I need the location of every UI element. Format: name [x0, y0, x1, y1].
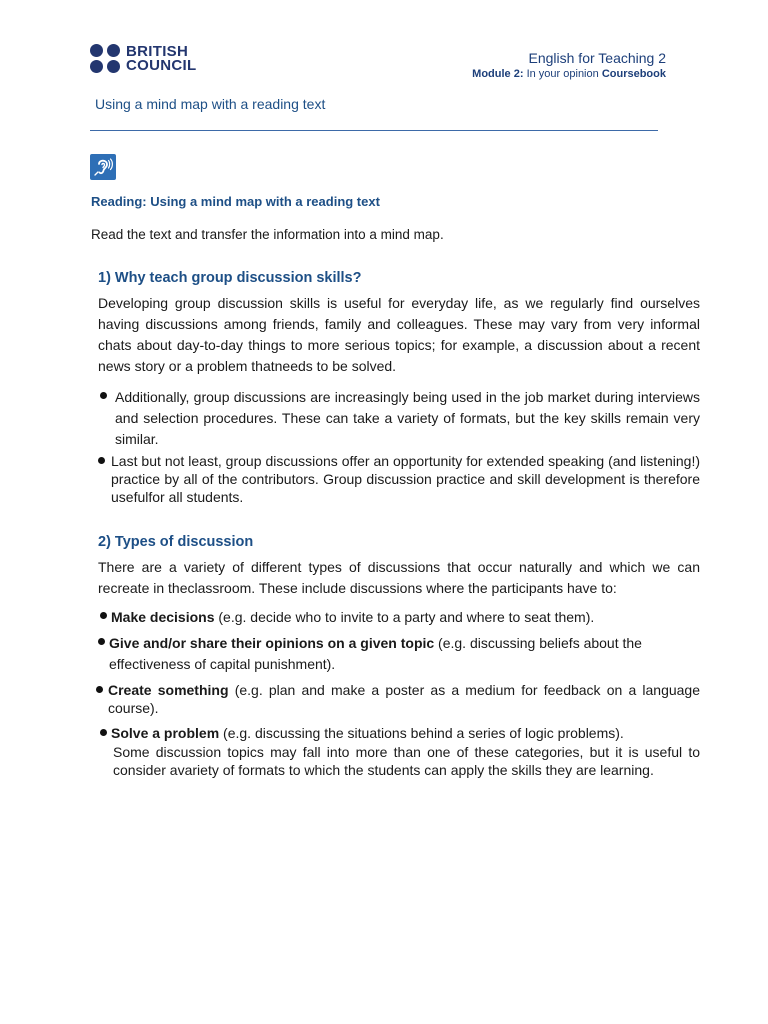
logo-dots-icon: [90, 44, 121, 73]
course-title: English for Teaching 2: [528, 50, 666, 66]
listening-ear-icon: [90, 154, 116, 180]
section-2-intro: There are a variety of different types of discussions that occur naturally and which we can recreate in theclassroom. These include discussions where the participants have to:: [98, 559, 700, 596]
bullet-rest: (e.g. plan and make a poster as a medium for feedback on a language course).: [108, 682, 701, 716]
reading-title: Reading: Using a mind map with a reading text: [91, 194, 380, 209]
logo-line-2: COUNCIL: [126, 56, 197, 74]
bullet-dot-icon: [100, 612, 107, 619]
page-subtitle: Using a mind map with a reading text: [95, 96, 326, 112]
bullet-dot-icon: [100, 729, 107, 736]
section-1-bullet: [98, 452, 700, 506]
logo-wordmark: [126, 42, 197, 74]
bullet-bold: Make decisions: [111, 609, 215, 625]
bullet-dot-icon: [98, 638, 105, 645]
module-name: In your opinion: [526, 68, 599, 80]
bullet-bold: Solve a problem: [111, 725, 220, 741]
bullet-bold: Create something: [108, 682, 229, 698]
british-council-logo: [90, 44, 196, 73]
bullet-dot-icon: [96, 686, 103, 693]
bullet-rest: (e.g. decide who to invite to a party and where to seat them).: [214, 609, 595, 625]
bullet-text: [109, 633, 658, 675]
section-2-heading: 2) Types of discussion: [98, 534, 254, 550]
bullet-rest: (e.g. discussing beliefs about the effectiveness of capital punishment).: [109, 635, 642, 672]
section-1-bullet: [100, 387, 700, 450]
instruction-text: Read the text and transfer the information into a mind map.: [91, 227, 444, 242]
bullet-text: Additionally, group discussions are increasingly being used in the job market during interviews and selection procedures. These can take a variety of formats, but the key skills remain very similar.: [115, 389, 700, 447]
section-1-intro: Developing group discussion skills is useful for everyday life, as we regularly find ourselves having discussions among friends, family and colleagues. These may vary from very informal chats about day-to-day things to more serious topics; for example, a discussion about a recent news story or a problem thatneeds to be solved.: [98, 295, 700, 374]
section-2-bullet: [96, 681, 700, 717]
bullet-bold: Give and/or share their opinions on a given topic: [109, 635, 435, 651]
book-label: Coursebook: [601, 68, 666, 80]
bullet-dot-icon: [100, 392, 107, 399]
bullet-dot-icon: [98, 457, 105, 464]
bullet-text: Last but not least, group discussions offer an opportunity for extended speaking (and listening!) practice by all of the contributors. Group discussion practice and skill development is therefore usefulfor all students.: [111, 453, 700, 505]
module-label: Module 2:: [472, 68, 524, 80]
course-header: [472, 50, 666, 80]
section-2-closing: Some discussion topics may fall into more than one of these categories, but it is useful to consider avariety of formats to which the students can apply the skills they are learning.: [113, 744, 700, 778]
bullet-text: [111, 724, 700, 743]
section-2-bullet: [98, 633, 658, 675]
bullet-text: [108, 681, 700, 717]
module-line: [472, 68, 666, 80]
bullet-text: [111, 607, 700, 628]
section-2-bullet: [100, 607, 700, 628]
bullet-rest: (e.g. discussing the situations behind a series of logic problems).: [219, 725, 624, 741]
section-2-bullet: [100, 724, 700, 743]
header-divider: [90, 130, 658, 131]
logo-line-1: BRITISH: [126, 42, 189, 60]
section-1-heading: 1) Why teach group discussion skills?: [98, 270, 362, 286]
